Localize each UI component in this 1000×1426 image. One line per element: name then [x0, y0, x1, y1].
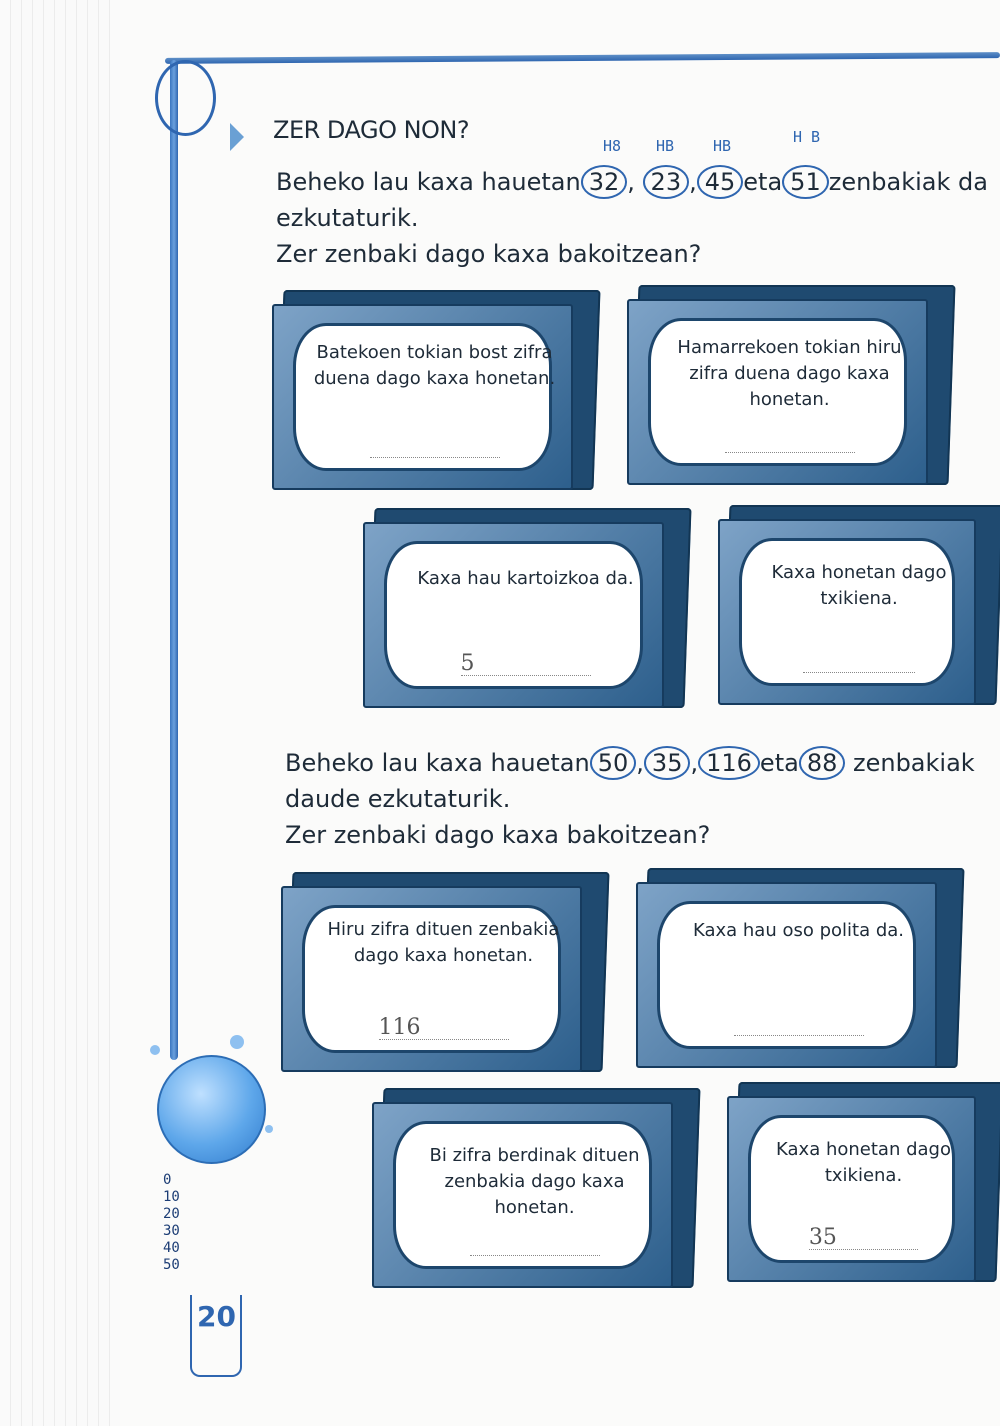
circled-number: 88: [799, 746, 846, 780]
answer-line: [734, 1035, 864, 1036]
handwritten-answer: 5: [460, 651, 475, 676]
box-clue: Batekoen tokian bost zifra duena dago kaxa honetan.: [313, 342, 556, 389]
bubble-icon: [265, 1125, 273, 1133]
section2-line3: Zer zenbaki dago kaxa bakoitzean?: [285, 821, 711, 849]
circled-number: 45: [697, 165, 744, 199]
box-clue: Kaxa honetan dago txikiena.: [771, 562, 947, 609]
section2-line1: Beheko lau kaxa hauetan 50 , 35 , 116 eta 88 zenbakiak: [285, 745, 975, 781]
answer-line: [370, 457, 500, 458]
answer-line: [803, 672, 916, 673]
handwritten-tally: 0 10 20 30 40 50: [163, 1172, 180, 1273]
answer-line: [725, 452, 855, 453]
box-clue: Kaxa hau oso polita da.: [692, 920, 905, 941]
annotation: H8: [603, 137, 622, 155]
section2-line2: daude ezkutaturik.: [285, 785, 511, 813]
box-clue: Bi zifra berdinak dituen zenbakia dago kaxa honetan.: [429, 1145, 640, 1218]
answer-line: [809, 1249, 918, 1250]
puzzle-box: [363, 508, 688, 708]
pen-circle-mark: [155, 60, 216, 136]
handwritten-answer: 35: [808, 1225, 837, 1250]
bubble-icon: [230, 1035, 244, 1049]
section1-line2: ezkutaturik.: [276, 204, 419, 232]
circled-number: 23: [643, 165, 690, 199]
answer-line: [470, 1255, 600, 1256]
circled-number: 50: [590, 746, 637, 780]
box-clue: Hiru zifra dituen zenbakia dago kaxa honetan.: [327, 919, 560, 966]
section1-line1: Beheko lau kaxa hauetan 32 , 23 , 45 eta 51 zenbakiak da: [276, 164, 988, 200]
circled-number: 35: [644, 746, 691, 780]
circled-number: 32: [581, 165, 628, 199]
answer-line: [379, 1039, 509, 1040]
box-clue: Kaxa honetan dago txikiena.: [776, 1139, 951, 1186]
exercise-title: ZER DAGO NON?: [273, 116, 470, 144]
annotation: HB: [656, 137, 675, 155]
margin-blue-line: [170, 60, 178, 1060]
handwritten-answer: 116: [378, 1015, 421, 1040]
annotation: HB: [713, 137, 732, 155]
section1-line3: Zer zenbaki dago kaxa bakoitzean?: [276, 240, 702, 268]
circled-number: 116: [698, 746, 760, 780]
sphere-illustration: [157, 1055, 266, 1164]
puzzle-box: [281, 872, 606, 1072]
puzzle-box: [372, 1088, 697, 1288]
page-number-tab: [190, 1295, 242, 1377]
puzzle-box: [272, 290, 597, 490]
triangle-bullet-icon: [230, 123, 244, 151]
puzzle-box: [627, 285, 952, 485]
page-number: 20: [197, 1300, 236, 1333]
page-edges: [0, 0, 120, 1426]
box-clue: Hamarrekoen tokian hiru zifra duena dago kaxa honetan.: [677, 337, 902, 410]
puzzle-box: [636, 868, 961, 1068]
bubble-icon: [150, 1045, 160, 1055]
box-clue: Kaxa hau kartoizkoa da.: [417, 568, 634, 589]
puzzle-box: [727, 1082, 1000, 1282]
answer-line: [461, 675, 591, 676]
annotation: H B: [793, 128, 821, 146]
puzzle-box: [718, 505, 1000, 705]
circled-number: 51: [782, 165, 829, 199]
top-blue-line: [165, 52, 1000, 64]
